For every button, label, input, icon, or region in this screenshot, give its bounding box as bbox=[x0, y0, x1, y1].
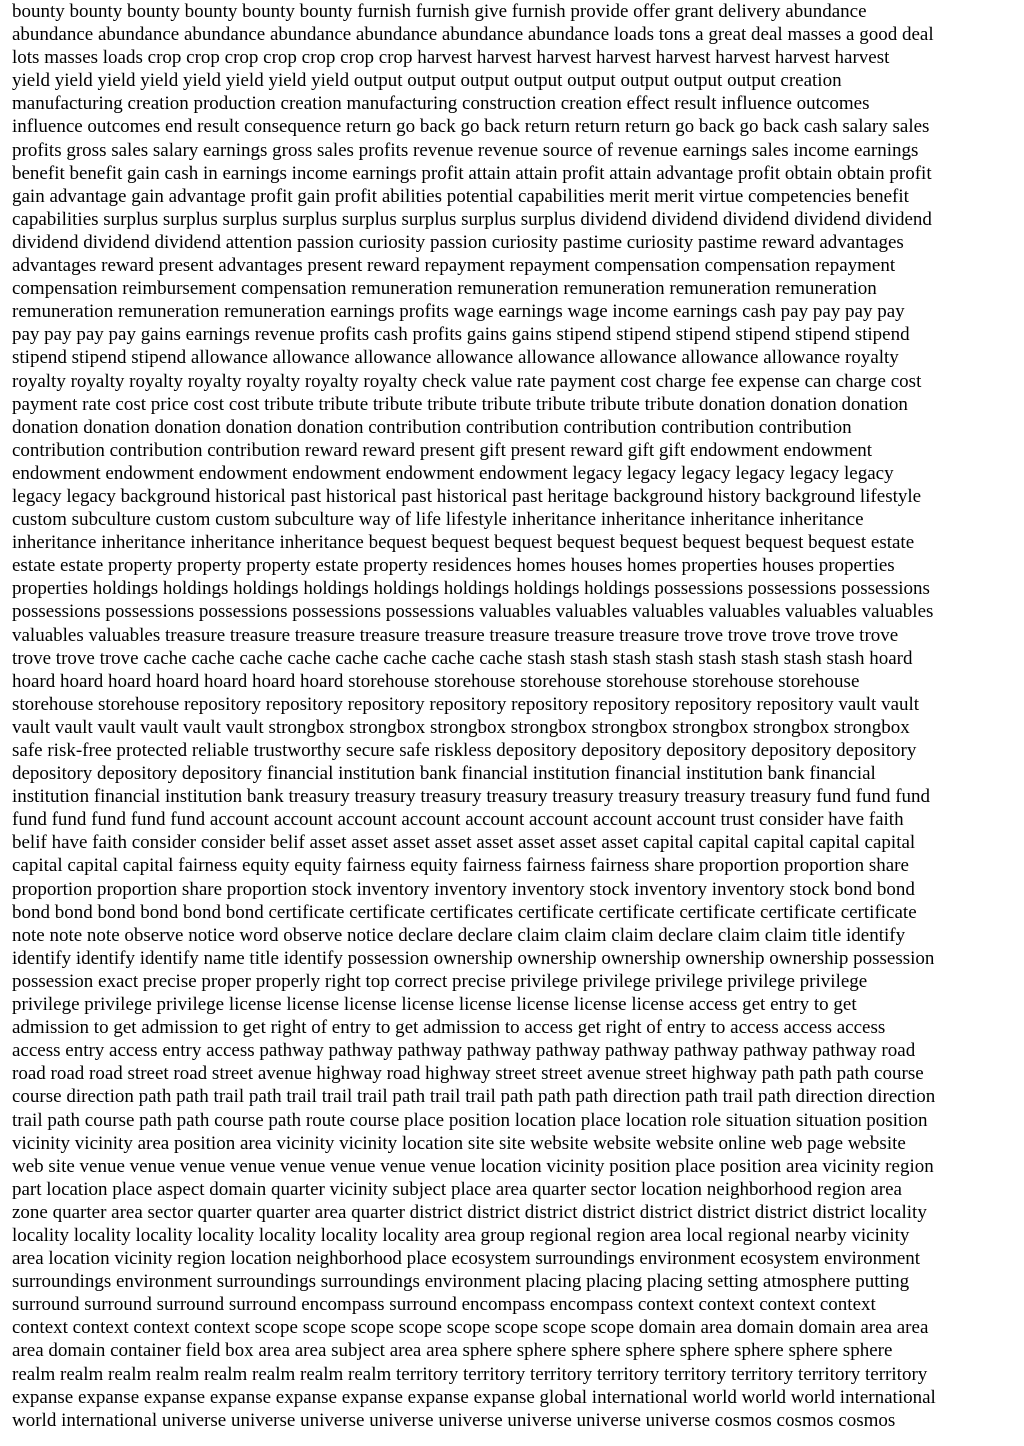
text-line: compensation reimbursement compensation remuneration remuneration remuneration remuneration remuneration bbox=[12, 278, 877, 300]
body-text bbox=[12, 0, 1024, 1432]
text-line: inheritance inheritance inheritance inheritance bequest bequest bequest bequest bequest bequest bequest bequest estate bbox=[12, 532, 915, 554]
text-line: vault vault vault vault vault vault strongbox strongbox strongbox strongbox strongbox strongbox strongbox strongbox bbox=[12, 716, 910, 738]
text-line: royalty royalty royalty royalty royalty royalty royalty check value rate payment cost charge fee expense can charge cost bbox=[12, 370, 922, 392]
text-line: legacy legacy background historical past historical past historical past heritage background history background lifestyle bbox=[12, 485, 922, 507]
text-line: context context context context scope scope scope scope scope scope scope scope domain area domain domain area area bbox=[12, 1317, 929, 1339]
text-line: benefit benefit gain cash in earnings income earnings profit attain attain profit attain advantage profit obtain obtain profit bbox=[12, 162, 932, 184]
text-line: trail path course path path course path route course place position location place location role situation situation position bbox=[12, 1109, 928, 1131]
text-line: advantages reward present advantages present reward repayment repayment compensation compensation repayment bbox=[12, 255, 896, 277]
text-line: safe risk-free protected reliable trustworthy secure safe riskless depository depository depository depository depository bbox=[12, 740, 917, 761]
text-line: capabilities surplus surplus surplus surplus surplus surplus surplus surplus dividend dividend dividend dividend dividend bbox=[12, 208, 932, 230]
text-line: locality locality locality locality locality locality locality area group regional region area local regional nearby vicinity bbox=[12, 1224, 910, 1246]
text-line: gain advantage gain advantage profit gain profit abilities potential capabilities merit merit virtue competencies benefit bbox=[12, 185, 909, 207]
text-line: road road road street road street avenue highway road highway street street avenue street highway path path path course bbox=[12, 1063, 924, 1085]
text-line: manufacturing creation production creation manufacturing construction creation effect result influence outcomes bbox=[12, 93, 870, 115]
text-line: realm realm realm realm realm realm realm realm territory territory territory territory territory territory territory territory bbox=[12, 1363, 928, 1385]
text-line: influence outcomes end result consequence return go back go back return return return go back go back cash salary sales bbox=[12, 116, 930, 138]
text-line: bounty bounty bounty bounty bounty bounty furnish furnish give furnish provide offer grant delivery abundance bbox=[12, 1, 867, 22]
text-line: possession exact precise proper properly right top correct precise privilege privilege privilege privilege privilege bbox=[12, 970, 868, 992]
text-line: trove trove trove cache cache cache cache cache cache cache cache stash stash stash stash stash stash stash stash hoard bbox=[12, 647, 913, 669]
text-line: custom subculture custom custom subculture way of life lifestyle inheritance inheritance inheritance inheritance bbox=[12, 509, 864, 531]
text-line: abundance abundance abundance abundance abundance abundance abundance loads tons a great deal masses a good deal bbox=[12, 24, 934, 46]
text-line: hoard hoard hoard hoard hoard hoard hoard storehouse storehouse storehouse storehouse storehouse storehouse bbox=[12, 670, 860, 692]
text-line: surround surround surround surround encompass surround encompass encompass context context context context bbox=[12, 1294, 876, 1316]
text-line: dividend dividend dividend attention passion curiosity passion curiosity pastime curiosity pastime reward advantages bbox=[12, 231, 904, 253]
text-line: area location vicinity region location neighborhood place ecosystem surroundings environment ecosystem environment bbox=[12, 1248, 921, 1270]
text-line: surroundings environment surroundings surroundings environment placing placing placing setting atmosphere putting bbox=[12, 1271, 910, 1293]
text-line: capital capital capital fairness equity equity fairness equity fairness fairness fairness share proportion proportion share bbox=[12, 855, 909, 877]
text-line: part location place aspect domain quarter vicinity subject place area quarter sector location neighborhood region area bbox=[12, 1178, 902, 1200]
text-line: payment rate cost price cost cost tribute tribute tribute tribute tribute tribute tribute tribute donation donation donation bbox=[12, 393, 908, 415]
text-line: properties holdings holdings holdings holdings holdings holdings holdings holdings possessions possessions possessions bbox=[12, 578, 930, 600]
text-line: privilege privilege privilege license license license license license license license license access get entry to get bbox=[12, 994, 857, 1016]
text-line: zone quarter area sector quarter quarter area quarter district district district district district district district district locality bbox=[12, 1201, 927, 1223]
text-line: pay pay pay pay gains earnings revenue profits cash profits gains gains stipend stipend stipend stipend stipend stipend bbox=[12, 324, 910, 346]
text-line: admission to get admission to get right of entry to get admission to access get right of entry to access access access bbox=[12, 1017, 886, 1039]
text-line: possessions possessions possessions possessions possessions valuables valuables valuables valuables valuables valuables bbox=[12, 601, 934, 623]
text-line: endowment endowment endowment endowment endowment endowment legacy legacy legacy legacy legacy legacy bbox=[12, 462, 894, 484]
text-line: proportion proportion share proportion stock inventory inventory inventory stock inventory inventory stock bond bond bbox=[12, 878, 915, 900]
text-line: contribution contribution contribution reward reward present gift present reward gift gift endowment endowment bbox=[12, 439, 873, 461]
text-line: profits gross sales salary earnings gross sales profits revenue revenue source of revenue earnings sales income earnings bbox=[12, 139, 919, 161]
text-line: stipend stipend stipend allowance allowance allowance allowance allowance allowance allowance allowance royalty bbox=[12, 347, 899, 369]
text-line: storehouse storehouse repository repository repository repository repository repository repository repository vault vault bbox=[12, 693, 920, 715]
text-line: note note note observe notice word observe notice declare declare claim claim claim declare claim claim title identify bbox=[12, 924, 906, 946]
text-line: lots masses loads crop crop crop crop crop crop crop harvest harvest harvest harvest harvest harvest harvest harvest bbox=[12, 47, 890, 69]
text-line: area domain container field box area area subject area area sphere sphere sphere sphere sphere sphere sphere sphere bbox=[12, 1340, 893, 1362]
text-line: fund fund fund fund fund account account account account account account account account trust consider have faith bbox=[12, 809, 904, 831]
text-line: estate estate property property property estate property residences homes houses homes properties houses properties bbox=[12, 555, 895, 577]
text-line: institution financial institution bank treasury treasury treasury treasury treasury treasury treasury treasury fund fund fund bbox=[12, 786, 931, 808]
text-line: vicinity vicinity area position area vicinity vicinity location site site website website website online web page website bbox=[12, 1132, 906, 1154]
text-line: course direction path path trail path trail trail trail path trail trail path path path direction path trail path direction direction bbox=[12, 1086, 936, 1108]
text-line: identify identify identify name title identify possession ownership ownership ownership ownership ownership possession bbox=[12, 947, 935, 969]
text-line: world international universe universe universe universe universe universe universe universe cosmos cosmos cosmos bbox=[12, 1409, 896, 1431]
text-line: valuables valuables treasure treasure treasure treasure treasure treasure treasure treasure trove trove trove trove trove bbox=[12, 624, 899, 646]
text-line: access entry access entry access pathway pathway pathway pathway pathway pathway pathway pathway pathway road bbox=[12, 1040, 916, 1062]
text-line: donation donation donation donation donation contribution contribution contribution contribution contribution bbox=[12, 416, 852, 438]
text-line: yield yield yield yield yield yield yield yield output output output output output output output output creation bbox=[12, 70, 842, 92]
text-line: web site venue venue venue venue venue venue venue venue location vicinity position place position area vicinity region bbox=[12, 1155, 934, 1177]
text-line: remuneration remuneration remuneration earnings profits wage earnings wage income earnings cash pay pay pay pay bbox=[12, 301, 905, 323]
text-line: expanse expanse expanse expanse expanse expanse expanse expanse global international world world world international bbox=[12, 1386, 936, 1408]
text-line: bond bond bond bond bond bond certificate certificate certificates certificate certificate certificate certificate certificate bbox=[12, 901, 917, 923]
text-line: depository depository depository financial institution bank financial institution financial institution bank financial bbox=[12, 763, 876, 785]
text-line: belif have faith consider consider belif asset asset asset asset asset asset asset asset capital capital capital capital capital bbox=[12, 832, 916, 854]
